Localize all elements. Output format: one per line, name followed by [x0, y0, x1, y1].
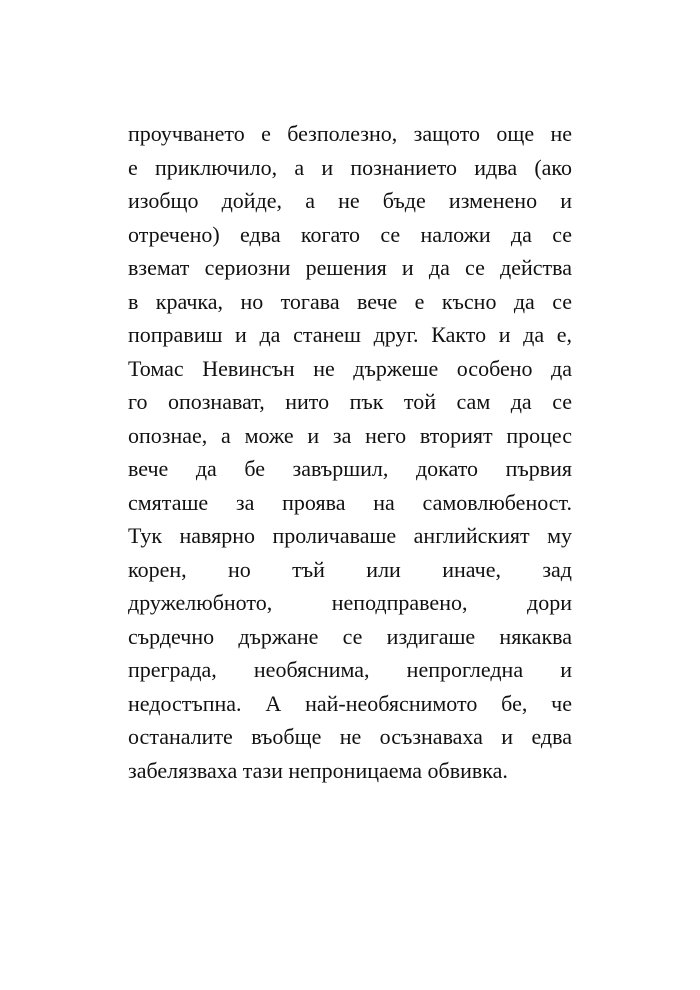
text-line: недостъпна. А най-необяснимото бе, че: [128, 690, 572, 716]
text-line: отречено) едва когато се наложи да се: [128, 221, 572, 247]
text-line: в крачка, но тогава вече е късно да се: [128, 288, 572, 314]
text-line: дружелюбното, неподправено, дори: [128, 590, 572, 615]
text-line: опознае, а може и за него вторият процес: [128, 422, 572, 448]
text-line: сърдечно държане се издигаше някаква: [128, 623, 572, 649]
text-line: го опознават, нито пък той сам да се: [128, 389, 572, 414]
text-line: корен, но тъй или иначе, зад: [128, 556, 572, 582]
text-line: забелязваха тази непроницаема обвивка.: [128, 757, 508, 783]
text-line: останалите въобще не осъзнаваха и едва: [128, 724, 572, 749]
text-line: вече да бе завършил, докато първия: [128, 456, 572, 481]
text-line: Томас Невинсън не държеше особено да: [128, 355, 572, 381]
text-line: е приключило, а и познанието идва (ако: [128, 154, 572, 180]
body-text: [128, 117, 572, 787]
text-line: Тук навярно проличаваше английският му: [128, 523, 572, 548]
text-line: преграда, необяснима, непрогледна и: [128, 657, 572, 682]
text-line: поправиш и да станеш друг. Както и да е,: [128, 322, 572, 347]
text-line: проучването е безполезно, защото още не: [128, 121, 572, 146]
text-line: смяташе за проява на самовлюбеност.: [128, 489, 572, 515]
text-line: изобщо дойде, а не бъде изменено и: [128, 188, 572, 213]
text-line: вземат сериозни решения и да се действа: [128, 255, 572, 280]
